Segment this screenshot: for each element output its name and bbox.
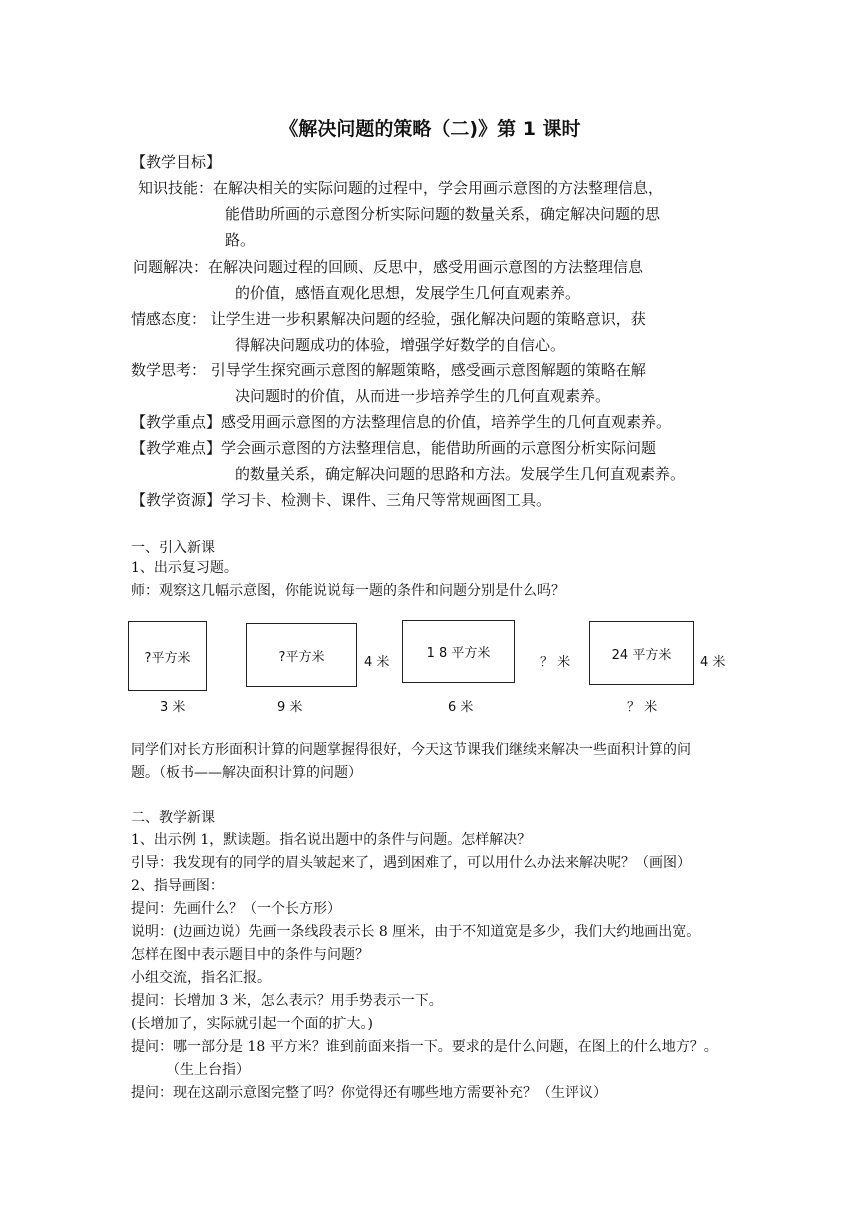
section2-heading: 二、教学新课 bbox=[131, 810, 215, 826]
section1-summary-line-1: 同学们对长方形面积计算的问题掌握得很好，今天这节课我们继续来解决一些面积计算的问 bbox=[131, 742, 691, 758]
section2-line-3: 2、指导画图： bbox=[131, 878, 224, 894]
key-point: 【教学重点】感受用画示意图的方法整理信息的价值，培养学生的几何直观素养。 bbox=[131, 413, 672, 431]
difficulty-line-1: 【教学难点】学会画示意图的方法整理信息，能借助所画的示意图分析实际问题 bbox=[131, 439, 657, 457]
figure-3-rectangle bbox=[402, 620, 515, 683]
section2-line-9: (长增加了，实际就引起一个面的扩大。) bbox=[131, 1016, 373, 1032]
figure-2-width-label: 9 米 bbox=[277, 700, 303, 715]
figure-2-height-label: 4 米 bbox=[364, 655, 390, 670]
figure-4-area-label: 24 平方米 bbox=[611, 647, 672, 663]
section2-line-1: 1、出示例 1，默读题。指名说出题中的条件与问题。怎样解决？ bbox=[131, 832, 532, 848]
figure-4-width-label: ？ 米 bbox=[627, 700, 658, 715]
section1-item1: 1、出示复习题。 bbox=[131, 560, 238, 576]
figure-2-rectangle bbox=[246, 623, 357, 687]
section2-line-10: 提问：哪一部分是 18 平方米？谁到前面来指一下。要求的是什么问题，在图上的什么地方？。 bbox=[131, 1039, 718, 1055]
objectives-heading: 【教学目标】 bbox=[131, 153, 222, 171]
section1-teacher-question: 师：观察这几幅示意图，你能说说每一题的条件和问题分别是什么吗？ bbox=[131, 583, 565, 599]
section2-line-4: 提问：先画什么？（一个长方形） bbox=[131, 901, 341, 917]
objective-emotion-line-2: 得解决问题成功的体验，增强学好数学的自信心。 bbox=[235, 336, 566, 354]
section2-line-5: 说明：(边画边说）先画一条线段表示长 8 厘米，由于不知道宽是多少，我们大约地画出宽。 bbox=[131, 924, 701, 940]
objective-thinking-line-2: 决问题时的价值，从而进一步培养学生的几何直观素养。 bbox=[235, 387, 611, 405]
figure-1-width-label: 3 米 bbox=[160, 700, 186, 715]
figure-2-area-label: ?平方米 bbox=[278, 649, 325, 665]
section2-line-11: （生上台指） bbox=[166, 1062, 250, 1078]
section2-line-12: 提问：现在这副示意图完整了吗？你觉得还有哪些地方需要补充？（生评议） bbox=[131, 1085, 607, 1101]
objective-problem-line-2: 的价值，感悟直观化思想，发展学生几何直观素养。 bbox=[235, 284, 581, 302]
figure-1-area-label: ?平方米 bbox=[144, 650, 191, 666]
section1-summary-line-2: 题。（板书——解决面积计算的问题） bbox=[131, 765, 362, 781]
figure-1-rectangle bbox=[128, 621, 207, 691]
figure-3-width-label: 6 米 bbox=[448, 700, 474, 715]
objective-knowledge-line-2: 能借助所画的示意图分析实际问题的数量关系，确定解决问题的思 bbox=[225, 205, 661, 223]
section2-line-6: 怎样在图中表示题目中的条件与问题？ bbox=[131, 947, 369, 963]
figure-4-rectangle bbox=[589, 621, 694, 685]
objective-knowledge-line-1: 知识技能：在解决相关的实际问题的过程中，学会用画示意图的方法整理信息， bbox=[138, 179, 664, 197]
figure-3-height-label: ？ 米 bbox=[540, 655, 571, 670]
resources: 【教学资源】学习卡、检测卡、课件、三角尺等常规画图工具。 bbox=[131, 491, 552, 509]
page-title: 《解决问题的策略（二)》第 1 课时 bbox=[279, 118, 581, 140]
figure-4-height-label: 4 米 bbox=[700, 655, 726, 670]
figure-3-area-label: 1 8 平方米 bbox=[426, 646, 491, 661]
objective-knowledge-line-3: 路。 bbox=[225, 231, 256, 249]
section2-line-7: 小组交流，指名汇报。 bbox=[131, 970, 271, 986]
section2-line-2: 引导：我发现有的同学的眉头皱起来了，遇到困难了，可以用什么办法来解决呢？（画图） bbox=[131, 855, 691, 871]
objective-emotion-line-1: 情感态度： 让学生进一步积累解决问题的经验，强化解决问题的策略意识，获 bbox=[131, 310, 646, 328]
objective-thinking-line-1: 数学思考： 引导学生探究画示意图的解题策略，感受画示意图解题的策略在解 bbox=[131, 361, 646, 379]
section2-line-8: 提问：长增加 3 米，怎么表示？用手势表示一下。 bbox=[131, 993, 443, 1009]
objective-problem-line-1: 问题解决：在解决问题过程的回顾、反思中，感受用画示意图的方法整理信息 bbox=[133, 258, 644, 276]
section1-heading: 一、引入新课 bbox=[131, 540, 215, 556]
difficulty-line-2: 的数量关系，确定解决问题的思路和方法。发展学生几何直观素养。 bbox=[235, 465, 686, 483]
